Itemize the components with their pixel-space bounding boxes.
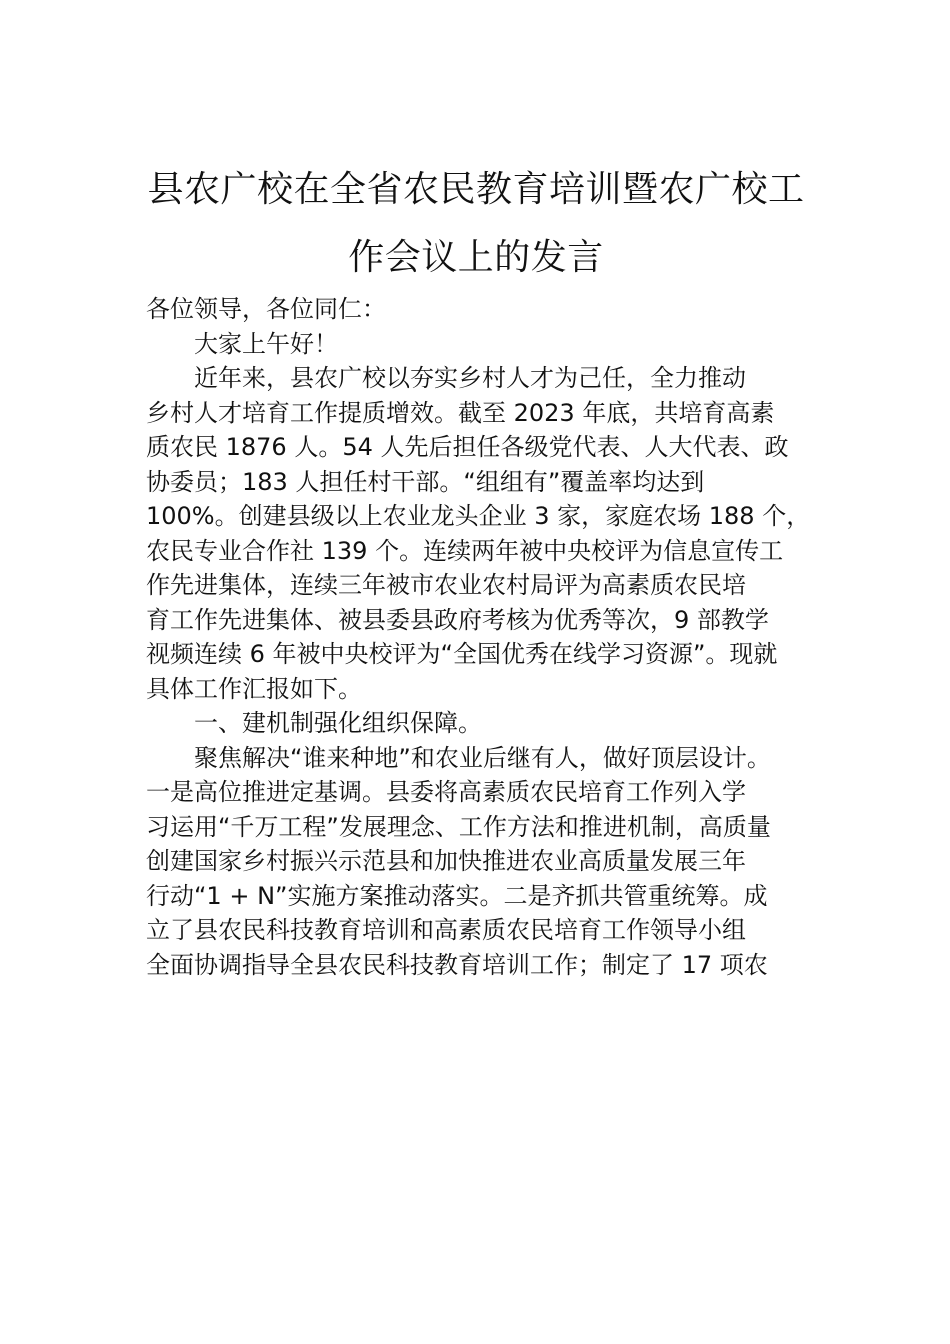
paragraph-line: 具体工作汇报如下。 [146,674,362,703]
document-body [146,292,810,982]
salutation: 各位领导，各位同仁： [146,295,386,323]
paragraph-line: 乡村人才培育工作提质增效。截至 2023 年底，共培育高素 [146,398,775,427]
paragraph-line: 立了县农民科技教育培训和高素质农民培育工作领导小组 [146,916,746,944]
section-heading: 一、建机制强化组织保障。 [194,709,482,737]
document-title-line-1: 县农广校在全省农民教育培训暨农广校工 [147,169,805,210]
paragraph-line: 质农民 1876 人。54 人先后担任各级党代表、人大代表、政 [146,433,789,461]
document-title-line-2: 作会议上的发言 [348,237,604,278]
paragraph-line: 创建国家乡村振兴示范县和加快推进农业高质量发展三年 [146,847,746,875]
paragraph-line: 农民专业合作社 139 个。连续两年被中央校评为信息宣传工 [146,536,784,565]
paragraph-line: 育工作先进集体、被县委县政府考核为优秀等次，9 部教学 [146,605,769,634]
paragraph-line: 一是高位推进定基调。县委将高素质农民培育工作列入学 [146,778,746,806]
paragraph-line: 行动“1 + N”实施方案推动落实。二是齐抓共管重统筹。成 [146,881,768,910]
paragraph-line: 100%。创建县级以上农业龙头企业 3 家，家庭农场 188 个， [146,502,811,530]
paragraph-line: 近年来，县农广校以夯实乡村人才为己任，全力推动 [194,364,746,392]
paragraph-line: 视频连续 6 年被中央校评为“全国优秀在线学习资源”。现就 [146,640,778,668]
paragraph-line: 全面协调指导全县农民科技教育培训工作；制定了 17 项农 [146,950,768,979]
paragraph-line: 习运用“千万工程”发展理念、工作方法和推进机制，高质量 [146,812,771,841]
paragraph-line: 聚焦解决“谁来种地”和农业后继有人，做好顶层设计。 [194,743,771,772]
greeting: 大家上午好！ [194,329,338,358]
paragraph-line: 协委员；183 人担任村干部。“组组有”覆盖率均达到 [146,467,705,496]
paragraph-line: 作先进集体，连续三年被市农业农村局评为高素质农民培 [146,571,746,599]
